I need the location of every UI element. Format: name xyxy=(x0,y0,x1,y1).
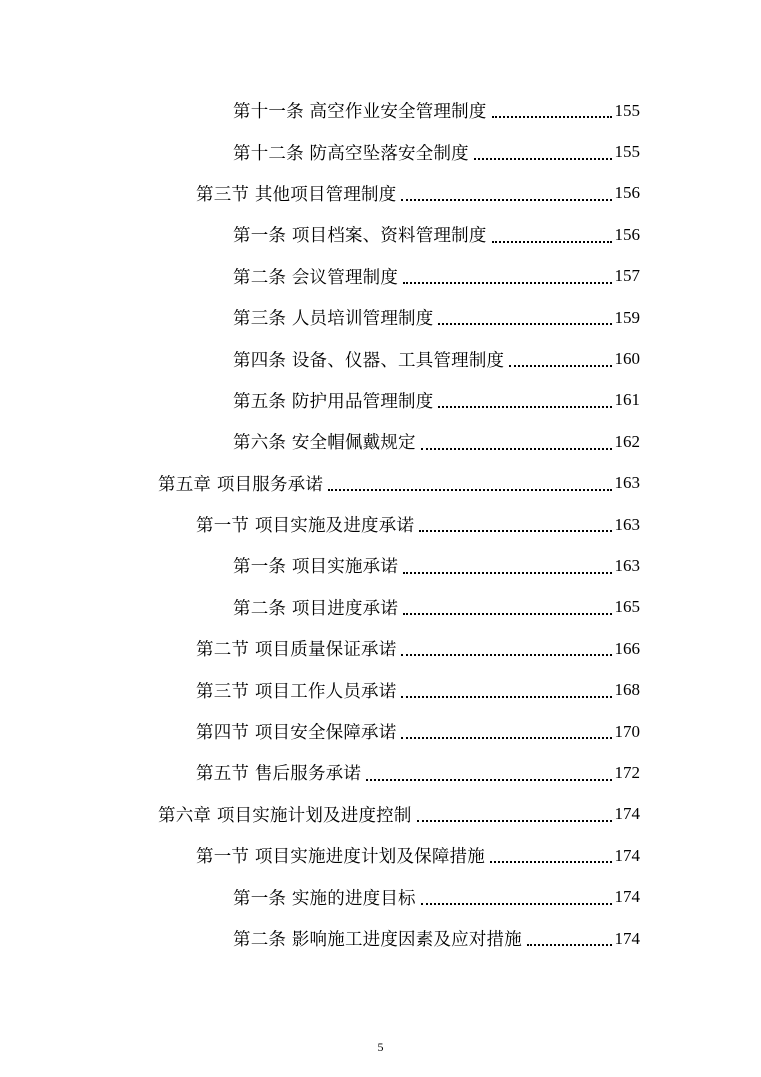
toc-entry-title: 第二条 项目进度承诺 xyxy=(233,598,399,619)
toc-entry[interactable] xyxy=(0,504,761,545)
toc-entry-title: 第一条 实施的进度目标 xyxy=(233,888,416,909)
table-of-contents xyxy=(0,90,761,959)
toc-entry[interactable] xyxy=(0,297,761,338)
toc-dot-leader xyxy=(527,944,612,946)
toc-dot-leader xyxy=(421,448,612,450)
toc-entry-page: 170 xyxy=(614,721,640,741)
toc-dot-leader xyxy=(403,282,611,284)
toc-entry-page: 163 xyxy=(614,555,640,575)
toc-dot-leader xyxy=(401,696,611,698)
toc-entry-title: 第六章 项目实施计划及进度控制 xyxy=(158,805,412,826)
toc-entry[interactable] xyxy=(0,545,761,586)
toc-entry-page: 160 xyxy=(614,349,640,369)
page-number: 5 xyxy=(377,1040,384,1054)
toc-entry-page: 161 xyxy=(614,390,640,410)
toc-entry-title: 第二节 项目质量保证承诺 xyxy=(196,640,397,661)
toc-dot-leader xyxy=(401,737,611,739)
toc-dot-leader xyxy=(401,654,611,656)
toc-entry[interactable] xyxy=(0,628,761,669)
toc-entry-page: 163 xyxy=(614,514,640,534)
toc-entry-page: 162 xyxy=(614,431,640,451)
toc-entry[interactable] xyxy=(0,173,761,214)
toc-entry-page: 174 xyxy=(614,845,640,865)
toc-entry[interactable] xyxy=(0,463,761,504)
toc-entry-title: 第十二条 防高空坠落安全制度 xyxy=(233,143,469,164)
toc-entry[interactable] xyxy=(0,835,761,876)
toc-entry[interactable] xyxy=(0,256,761,297)
toc-entry-page: 166 xyxy=(614,638,640,658)
toc-entry-page: 172 xyxy=(614,762,640,782)
toc-entry-page: 174 xyxy=(614,887,640,907)
toc-entry-title: 第二条 影响施工进度因素及应对措施 xyxy=(233,930,522,950)
toc-entry-title: 第三条 人员培训管理制度 xyxy=(233,309,434,330)
toc-entry-title: 第四节 项目安全保障承诺 xyxy=(196,723,397,744)
toc-entry-page: 157 xyxy=(614,266,640,286)
toc-entry-page: 168 xyxy=(614,680,640,700)
toc-entry-page: 174 xyxy=(614,928,640,948)
toc-dot-leader xyxy=(438,323,611,325)
toc-entry[interactable] xyxy=(0,587,761,628)
toc-entry-title: 第四条 设备、仪器、工具管理制度 xyxy=(233,350,505,371)
toc-entry-title: 第二条 会议管理制度 xyxy=(233,267,399,288)
toc-dot-leader xyxy=(490,861,612,863)
toc-dot-leader xyxy=(509,365,611,367)
toc-entry-title: 第六条 安全帽佩戴规定 xyxy=(233,433,416,454)
toc-entry[interactable] xyxy=(0,214,761,255)
toc-dot-leader xyxy=(474,158,612,160)
toc-dot-leader xyxy=(366,779,611,781)
toc-dot-leader xyxy=(403,572,611,574)
toc-entry[interactable] xyxy=(0,131,761,172)
toc-dot-leader xyxy=(421,903,612,905)
toc-entry-title: 第一条 项目档案、资料管理制度 xyxy=(233,226,487,247)
toc-entry-page: 156 xyxy=(614,224,640,244)
toc-entry-title: 第十一条 高空作业安全管理制度 xyxy=(233,102,487,123)
toc-entry[interactable] xyxy=(0,752,761,793)
toc-dot-leader xyxy=(417,820,612,822)
toc-entry-page: 163 xyxy=(614,473,640,493)
toc-dot-leader xyxy=(403,613,611,615)
toc-entry-page: 165 xyxy=(614,597,640,617)
toc-entry-title: 第三节 其他项目管理制度 xyxy=(196,184,397,205)
toc-entry[interactable] xyxy=(0,711,761,752)
toc-entry[interactable] xyxy=(0,338,761,379)
toc-entry-page: 155 xyxy=(614,142,640,162)
toc-entry-title: 第一节 项目实施进度计划及保障措施 xyxy=(196,847,485,868)
toc-entry[interactable] xyxy=(0,421,761,462)
toc-dot-leader xyxy=(328,489,611,491)
toc-entry-page: 159 xyxy=(614,307,640,327)
toc-dot-leader xyxy=(438,406,611,408)
toc-entry-title: 第五章 项目服务承诺 xyxy=(158,474,324,495)
toc-entry-page: 156 xyxy=(614,183,640,203)
toc-entry-title: 第一节 项目实施及进度承诺 xyxy=(196,516,415,537)
toc-entry-page: 155 xyxy=(614,100,640,120)
toc-entry-title: 第五条 防护用品管理制度 xyxy=(233,391,434,412)
toc-entry[interactable] xyxy=(0,90,761,131)
toc-dot-leader xyxy=(401,199,611,201)
toc-dot-leader xyxy=(492,241,612,243)
toc-entry[interactable] xyxy=(0,669,761,710)
toc-entry[interactable] xyxy=(0,794,761,835)
toc-dot-leader xyxy=(419,530,611,532)
toc-entry-title: 第五节 售后服务承诺 xyxy=(196,764,362,785)
toc-dot-leader xyxy=(492,116,612,118)
toc-entry-page: 174 xyxy=(614,804,640,824)
toc-entry[interactable] xyxy=(0,918,761,959)
toc-entry[interactable] xyxy=(0,380,761,421)
toc-entry[interactable] xyxy=(0,876,761,917)
toc-entry-title: 第一条 项目实施承诺 xyxy=(233,557,399,578)
toc-entry-title: 第三节 项目工作人员承诺 xyxy=(196,681,397,702)
